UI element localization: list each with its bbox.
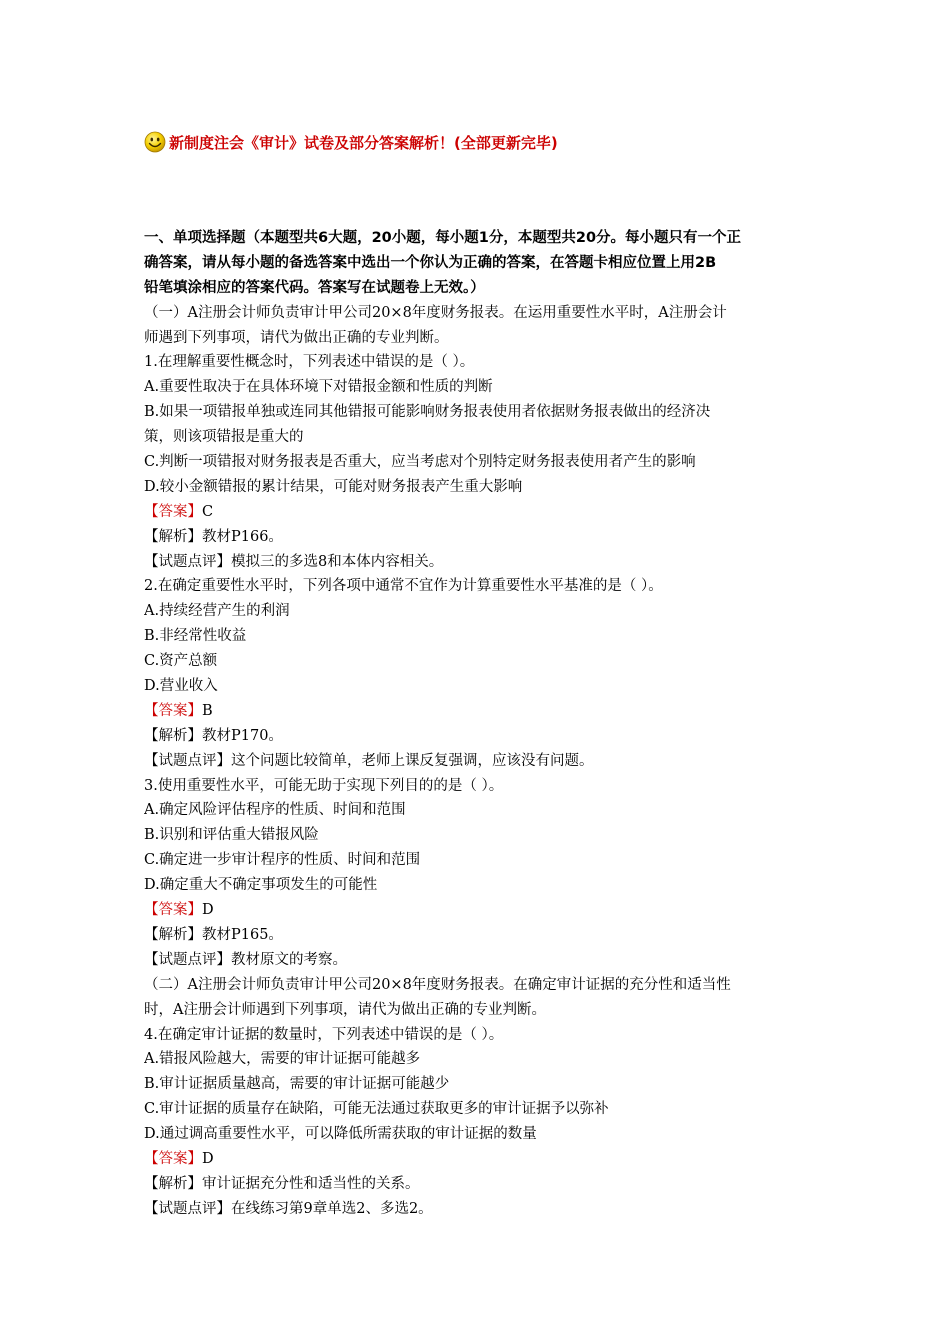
question-stem: 1.在理解重要性概念时，下列表述中错误的是（ ）。: [144, 354, 475, 371]
analysis-line: [144, 724, 812, 749]
option-d: D.较小金额错报的累计结果，可能对财务报表产生重大影响: [144, 478, 523, 495]
answer-value: B: [202, 702, 213, 719]
option-d: D.确定重大不确定事项发生的可能性: [144, 877, 378, 894]
review-text: 在线练习第9章单选2、多选2。: [231, 1200, 433, 1217]
option-d: D.通过调高重要性水平，可以降低所需获取的审计证据的数量: [144, 1126, 537, 1143]
analysis-label: 【解析】: [144, 727, 202, 744]
option-a: A.确定风险评估程序的性质、时间和范围: [144, 802, 406, 819]
group-intro-line: （二）A注册会计师负责审计甲公司20×8年度财务报表。在确定审计证据的充分性和适当性: [144, 976, 731, 993]
option-c: C.资产总额: [144, 653, 218, 670]
review-line: [144, 948, 812, 973]
group-intro-line: 时，A注册会计师遇到下列事项，请代为做出正确的专业判断。: [144, 1001, 546, 1018]
answer-line: [144, 1147, 812, 1172]
option-b-continued: 策，则该项错报是重大的: [144, 429, 304, 446]
review-text: 教材原文的考察。: [231, 951, 347, 968]
option-c: C.判断一项错报对财务报表是否重大，应当考虑对个别特定财务报表使用者产生的影响: [144, 454, 696, 471]
analysis-line: [144, 525, 812, 550]
review-line: [144, 1197, 812, 1222]
review-label: 【试题点评】: [144, 1200, 231, 1217]
section-header-line: 确答案，请从每小题的备选答案中选出一个你认为正确的答案，在答题卡相应位置上用2B: [144, 254, 717, 271]
analysis-text: 教材P170。: [202, 727, 283, 744]
analysis-text: 审计证据充分性和适当性的关系。: [202, 1175, 420, 1192]
question-stem: 4.在确定审计证据的数量时，下列表述中错误的是（ ）。: [144, 1026, 504, 1043]
analysis-label: 【解析】: [144, 528, 202, 545]
page-title: 新制度注会《审计》试卷及部分答案解析！(全部更新完毕): [169, 133, 558, 152]
review-line: [144, 550, 812, 575]
review-text: 模拟三的多选8和本体内容相关。: [231, 553, 444, 570]
section-header-line: 铅笔填涂相应的答案代码。答案写在试题卷上无效。）: [144, 279, 485, 296]
option-b: B.审计证据质量越高，需要的审计证据可能越少: [144, 1076, 450, 1093]
answer-line: [144, 500, 812, 525]
option-b: B.非经常性收益: [144, 628, 247, 645]
section-header-line: 一、单项选择题（本题型共6大题，20小题，每小题1分，本题型共20分。每小题只有一个正: [144, 230, 742, 246]
exam-content: [144, 226, 812, 1222]
analysis-text: 教材P165。: [202, 926, 283, 943]
smiley-icon: [144, 131, 166, 153]
option-b: B.识别和评估重大错报风险: [144, 827, 319, 844]
option-d: D.营业收入: [144, 678, 218, 695]
analysis-label: 【解析】: [144, 926, 202, 943]
answer-value: C: [202, 503, 214, 520]
option-a: A.持续经营产生的利润: [144, 603, 290, 620]
review-label: 【试题点评】: [144, 553, 231, 570]
answer-label: 【答案】: [144, 902, 202, 919]
answer-line: [144, 898, 812, 923]
review-text: 这个问题比较简单，老师上课反复强调，应该没有问题。: [231, 752, 594, 769]
answer-value: D: [202, 902, 214, 919]
group-intro-line: （一）A注册会计师负责审计甲公司20×8年度财务报表。在运用重要性水平时，A注册会计: [144, 304, 727, 321]
analysis-line: [144, 1172, 812, 1197]
question-stem: 3.使用重要性水平，可能无助于实现下列目的的是（ ）。: [144, 777, 504, 794]
review-line: [144, 749, 812, 774]
option-c: C.确定进一步审计程序的性质、时间和范围: [144, 852, 421, 869]
option-c: C.审计证据的质量存在缺陷，可能无法通过获取更多的审计证据予以弥补: [144, 1101, 609, 1118]
analysis-label: 【解析】: [144, 1175, 202, 1192]
question-stem: 2.在确定重要性水平时，下列各项中通常不宜作为计算重要性水平基准的是（ ）。: [144, 578, 663, 595]
group-intro-line: 师遇到下列事项，请代为做出正确的专业判断。: [144, 329, 449, 346]
answer-line: [144, 699, 812, 724]
answer-label: 【答案】: [144, 503, 202, 520]
analysis-text: 教材P166。: [202, 528, 283, 545]
title-row: [144, 127, 558, 157]
option-a: A.重要性取决于在具体环境下对错报金额和性质的判断: [144, 379, 493, 396]
answer-label: 【答案】: [144, 702, 202, 719]
option-a: A.错报风险越大，需要的审计证据可能越多: [144, 1051, 421, 1068]
option-b: B.如果一项错报单独或连同其他错报可能影响财务报表使用者依据财务报表做出的经济决: [144, 404, 711, 421]
review-label: 【试题点评】: [144, 752, 231, 769]
answer-value: D: [202, 1150, 214, 1167]
analysis-line: [144, 923, 812, 948]
review-label: 【试题点评】: [144, 951, 231, 968]
answer-label: 【答案】: [144, 1150, 202, 1167]
